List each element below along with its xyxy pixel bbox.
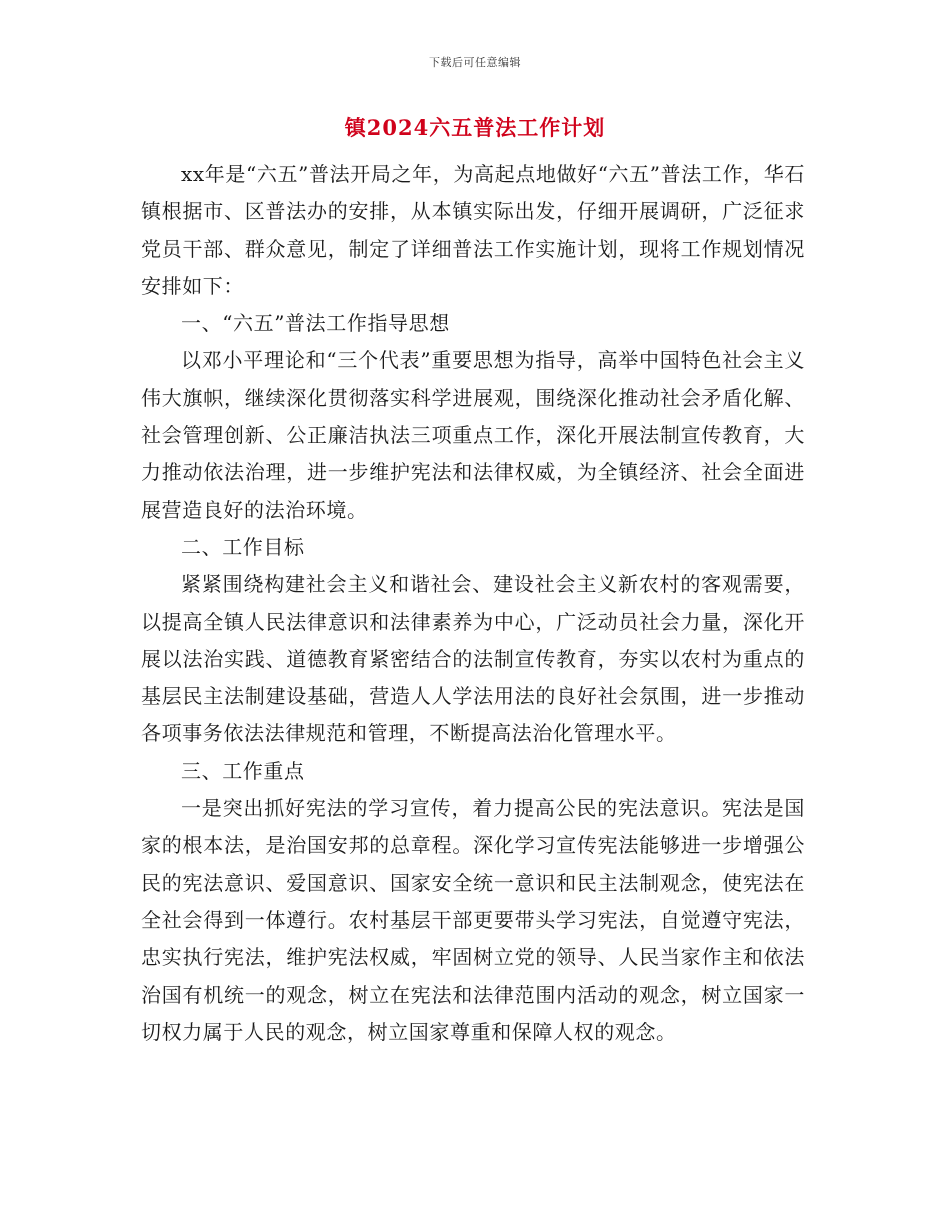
section-heading-work-goals: 二、工作目标 xyxy=(181,534,305,559)
paragraph-work-focus-1: 一是突出抓好宪法的学习宣传，着力提高公民的宪法意识。宪法是国家的根本法，是治国安邦的总章程。深化学习宣传宪法能够进一步增强公民的宪法意识、爱国意识、国家安全统一意识和民主法制观念，使宪法在全社会得到一体遵行。农村基层干部更要带头学习宪法，自觉遵守宪法，忠实执行宪法，维护宪法权威，牢固树立党的领导、人民当家作主和依法治国有机统一的观念，树立在宪法和法律范围内活动的观念，树立国家一切权力属于人民的观念，树立国家尊重和保障人权的观念。 xyxy=(141,796,805,1044)
document-body xyxy=(141,156,805,1051)
paragraph-work-goals: 紧紧围绕构建社会主义和谐社会、建设社会主义新农村的客观需要，以提高全镇人民法律意识和法律素养为中心，广泛动员社会力量，深化开展以法治实践、道德教育紧密结合的法制宣传教育，夯实以农村为重点的基层民主法制建设基础，营造人人学法用法的良好社会氛围，进一步推动各项事务依法法律规范和管理，不断提高法治化管理水平。 xyxy=(141,572,805,746)
section-heading-work-focus: 三、工作重点 xyxy=(181,758,305,783)
section-heading-guiding-thought: 一、“六五”普法工作指导思想 xyxy=(181,311,450,336)
paragraph-guiding-thought: 以邓小平理论和“三个代表”重要思想为指导，高举中国特色社会主义伟大旗帜，继续深化贯彻落实科学进展观，围绕深化推动社会矛盾化解、社会管理创新、公正廉洁执法三项重点工作，深化开展法制宣传教育，大力推动依法治理，进一步维护宪法和法律权威，为全镇经济、社会全面进展营造良好的法治环境。 xyxy=(141,348,805,522)
document-title: 镇2024六五普法工作计划 xyxy=(344,115,606,140)
paragraph-intro: xx年是“六五”普法开局之年，为高起点地做好“六五”普法工作，华石镇根据市、区普法办的安排，从本镇实际出发，仔细开展调研，广泛征求党员干部、群众意见，制定了详细普法工作实施计划，现将工作规划情况安排如下： xyxy=(141,162,805,298)
download-note: 下载后可任意编辑 xyxy=(429,56,521,69)
